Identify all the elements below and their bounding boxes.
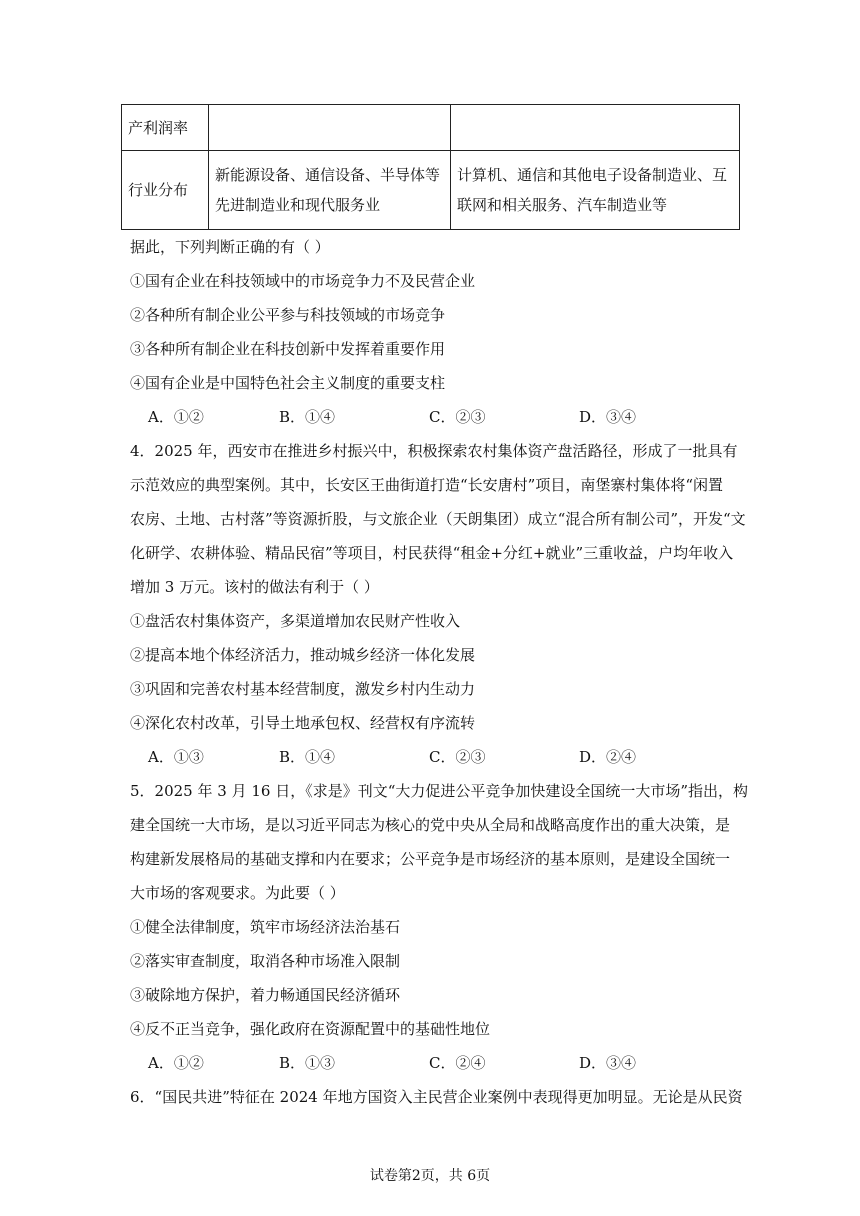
q3-option-d[interactable]: D．③④ — [579, 408, 637, 426]
q3-option-a[interactable]: A．①② — [148, 408, 204, 426]
cell-line: 先进制造业和现代服务业 — [215, 196, 381, 214]
q4-stem-line: 示范效应的典型案例。其中，长安区王曲街道打造“长安唐村”项目，南堡寨村集体将“闲置 — [130, 476, 724, 494]
q4-stem-line: 增加 3 万元。该村的做法有利于（ ） — [130, 578, 379, 596]
q4-item-1: ①盘活农村集体资产，多渠道增加农民财产性收入 — [130, 612, 461, 630]
q3-options — [148, 407, 748, 427]
q5-stem-line: 大市场的客观要求。为此要（ ） — [130, 884, 345, 902]
cell-line: 新能源设备、通信设备、半导体等 — [215, 166, 441, 184]
q3-stem: 据此，下列判断正确的有（ ） — [130, 238, 330, 256]
q4-item-2: ②提高本地个体经济活力，推动城乡经济一体化发展 — [130, 646, 476, 664]
page-footer: 试卷第2页，共 6页 — [369, 1168, 491, 1184]
q5-item-1: ①健全法律制度，筑牢市场经济法治基石 — [130, 918, 401, 936]
q5-stem-line: 5．2025 年 3 月 16 日，《求是》刊文“大力促进公平竞争加快建设全国统一大市场”指出，构 — [130, 782, 749, 800]
q5-stem-line: 构建新发展格局的基础支撑和内在要求；公平竞争是市场经济的基本原则，是建设全国统一 — [130, 850, 731, 868]
q3-item-3: ③各种所有制企业在科技创新中发挥着重要作用 — [130, 340, 446, 358]
q4-item-3: ③巩固和完善农村基本经营制度，激发乡村内生动力 — [130, 680, 476, 698]
q5-option-a[interactable]: A．①② — [148, 1054, 204, 1072]
q4-stem-line: 农房、土地、古村落”等资源折股，与文旅企业（天朗集团）成立“混合所有制公司”，开发“文 — [130, 510, 746, 528]
q4-option-c[interactable]: C．②③ — [429, 748, 486, 766]
q3-item-1: ①国有企业在科技领域中的市场竞争力不及民营企业 — [130, 272, 476, 290]
row-label-industry: 行业分布 — [122, 151, 209, 230]
cell-industry-state — [209, 151, 451, 230]
table-row — [122, 151, 740, 230]
cell-industry-private — [451, 151, 740, 230]
q5-option-c[interactable]: C．②④ — [429, 1054, 486, 1072]
q6-stem-line: 6．“国民共进”特征在 2024 年地方国资入主民营企业案例中表现得更加明显。无论是从民资 — [130, 1088, 743, 1106]
cell-profit-private — [451, 105, 740, 151]
cell-line: 联网和相关服务、汽车制造业等 — [457, 196, 668, 214]
q3-item-4: ④国有企业是中国特色社会主义制度的重要支柱 — [130, 374, 446, 392]
q5-stem-line: 建全国统一大市场，是以习近平同志为核心的党中央从全局和战略高度作出的重大决策，是 — [130, 816, 731, 834]
q3-option-b[interactable]: B．①④ — [279, 408, 336, 426]
q4-options — [148, 747, 748, 767]
cell-line: 计算机、通信和其他电子设备制造业、互 — [457, 166, 728, 184]
q5-option-d[interactable]: D．③④ — [579, 1054, 637, 1072]
q4-option-b[interactable]: B．①④ — [279, 748, 336, 766]
comparison-table — [121, 104, 740, 230]
q4-option-d[interactable]: D．②④ — [579, 748, 637, 766]
q4-stem-line: 4．2025 年，西安市在推进乡村振兴中，积极探索农村集体资产盘活路径，形成了一批具有 — [130, 442, 738, 460]
row-label-profit: 产利润率 — [122, 105, 209, 151]
q5-item-4: ④反不正当竞争，强化政府在资源配置中的基础性地位 — [130, 1020, 491, 1038]
q4-item-4: ④深化农村改革，引导土地承包权、经营权有序流转 — [130, 714, 476, 732]
q3-option-c[interactable]: C．②③ — [429, 408, 486, 426]
q5-options — [148, 1053, 748, 1073]
q3-item-2: ②各种所有制企业公平参与科技领域的市场竞争 — [130, 306, 446, 324]
q5-option-b[interactable]: B．①③ — [279, 1054, 336, 1072]
q5-item-2: ②落实审查制度，取消各种市场准入限制 — [130, 952, 401, 970]
cell-profit-state — [209, 105, 451, 151]
q4-stem-line: 化研学、农耕体验、精品民宿”等项目，村民获得“租金+分红+就业”三重收益，户均年收入 — [130, 544, 734, 562]
q5-item-3: ③破除地方保护，着力畅通国民经济循环 — [130, 986, 401, 1004]
table-row — [122, 105, 740, 151]
q4-option-a[interactable]: A．①③ — [148, 748, 204, 766]
